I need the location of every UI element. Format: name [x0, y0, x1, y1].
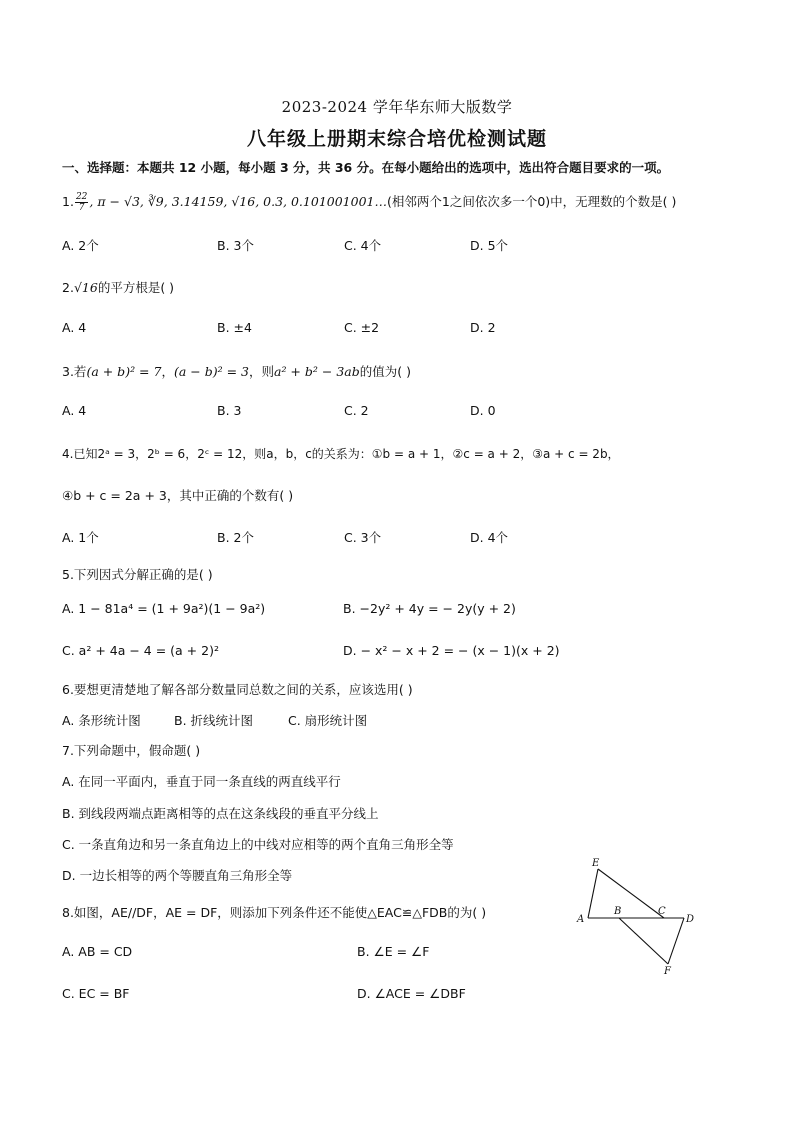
question-8: 8.如图，AE//DF，AE = DF，则添加下列条件还不能使△EAC≌△FDB的为( ) — [62, 905, 487, 920]
option-c: C. 一条直角边和另一条直角边上的中线对应相等的两个直角三角形全等 — [62, 837, 454, 852]
math-expression: a² + b² − 3ab — [274, 364, 360, 379]
segment-bf — [619, 918, 668, 964]
option-b: B. 折线统计图 — [174, 713, 254, 728]
question-number: 1. — [62, 194, 74, 209]
option-d: D. 2 — [470, 320, 496, 335]
question-text: 的平方根是( ) — [97, 280, 175, 295]
option-a: A. 1 − 81a⁴ = (1 + 9a²)(1 − 9a²) — [62, 601, 266, 616]
label-e: E — [592, 858, 600, 869]
option-d: D. ∠ACE = ∠DBF — [357, 986, 466, 1001]
option-d: D. − x² − x + 2 = − (x − 1)(x + 2) — [343, 643, 560, 658]
math-expression: √16 — [73, 280, 98, 295]
option-a: A. 在同一平面内，垂直于同一条直线的两直线平行 — [62, 774, 341, 789]
exam-title: 八年级上册期末综合培优检测试题 — [246, 128, 547, 150]
option-b: B. ±4 — [217, 320, 252, 335]
math-expression: (a + b)² = 7 — [86, 364, 162, 379]
question-7: 7.下列命题中，假命题( ) — [62, 743, 201, 758]
math-expression: (a − b)² = 3 — [173, 364, 249, 379]
option-a: A. 2个 — [62, 238, 99, 253]
separator: ， — [161, 364, 174, 379]
option-c: C. a² + 4a − 4 = (a + 2)² — [62, 643, 219, 658]
label-c: C — [658, 906, 666, 917]
option-c: C. 扇形统计图 — [288, 713, 368, 728]
option-b: B. −2y² + 4y = − 2y(y + 2) — [343, 601, 516, 616]
exam-subtitle: 2023-2024 学年华东师大版数学 — [281, 98, 513, 116]
option-b: B. 3个 — [217, 238, 254, 253]
option-d: D. 0 — [470, 403, 496, 418]
option-d: D. 一边长相等的两个等腰直角三角形全等 — [62, 868, 293, 883]
option-b: B. 到线段两端点距离相等的点在这条线段的垂直平分线上 — [62, 806, 379, 821]
question-text: 3.若 — [62, 364, 87, 379]
question-text: 的值为( ) — [359, 364, 411, 379]
option-b: B. 3 — [217, 403, 242, 418]
question-1 — [62, 192, 676, 213]
fraction: $\frac{22}{7}$ — [75, 192, 88, 213]
label-d: D — [686, 914, 695, 925]
label-b: B — [614, 906, 622, 917]
question-4-line-2: ④b + c = 2a + 3，其中正确的个数有( ) — [62, 488, 294, 503]
segment-ae — [588, 869, 598, 918]
option-a: A. 1个 — [62, 530, 99, 545]
option-d: D. 5个 — [470, 238, 509, 253]
option-b: B. ∠E = ∠F — [357, 944, 430, 959]
question-text: ，则 — [248, 364, 274, 379]
label-f: F — [664, 966, 671, 977]
option-c: C. 4个 — [344, 238, 382, 253]
option-c: C. 3个 — [344, 530, 382, 545]
section-heading: 一、选择题：本题共 12 小题，每小题 3 分，共 36 分。在每小题给出的选项中，选出符合题目要求的一项。 — [62, 160, 670, 175]
geometry-figure — [574, 852, 704, 977]
segment-ec — [598, 869, 664, 918]
question-number: 2. — [62, 280, 74, 295]
segment-fd — [668, 918, 684, 964]
option-a: A. AB = CD — [62, 944, 133, 959]
question-5: 5.下列因式分解正确的是( ) — [62, 567, 213, 582]
question-6: 6.要想更清楚地了解各部分数量同总数之间的关系，应该选用( ) — [62, 682, 413, 697]
option-c: C. EC = BF — [62, 986, 130, 1001]
label-a: A — [577, 914, 585, 925]
question-text: (相邻两个1之间依次多一个0)中，无理数的个数是( ) — [387, 194, 677, 209]
question-4-line-1: 4.已知2ᵃ = 3，2ᵇ = 6，2ᶜ = 12，则a，b，c的关系为：①b = a + 1，②c = a + 2，③a + c = 2b， — [62, 447, 620, 461]
option-a: A. 4 — [62, 320, 87, 335]
option-b: B. 2个 — [217, 530, 254, 545]
question-2 — [62, 278, 174, 296]
option-a: A. 条形统计图 — [62, 713, 141, 728]
number-list: , π − √3, ∛9, 3.14159, √16, 0.3, 0.101001001… — [89, 194, 387, 209]
option-c: C. 2 — [344, 403, 369, 418]
option-a: A. 4 — [62, 403, 87, 418]
option-d: D. 4个 — [470, 530, 509, 545]
question-3 — [62, 362, 411, 380]
option-c: C. ±2 — [344, 320, 380, 335]
